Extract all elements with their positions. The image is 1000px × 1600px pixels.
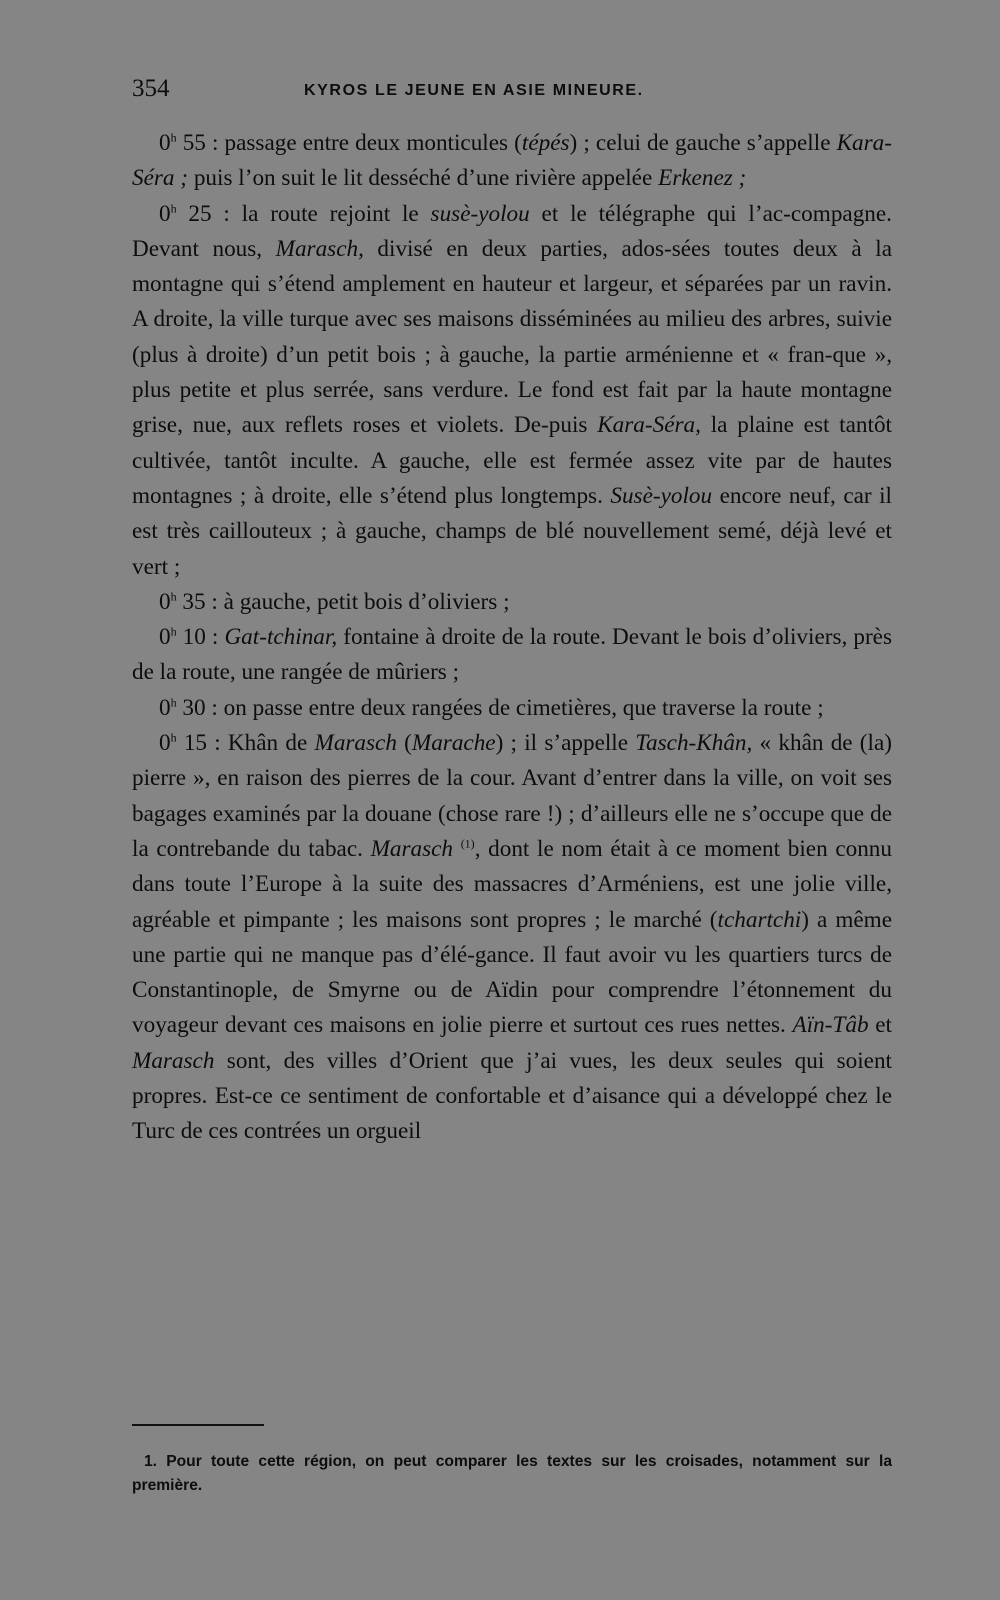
italic-term: Aïn-Tâb [792,1012,869,1039]
text-segment: ) ; celui de gauche s’appelle [569,130,837,156]
footnote: 1. Pour toute cette région, on peut comparer les textes sur les croisades, notamment sur la première. [132,1453,892,1494]
time-number: 0 [159,694,171,721]
italic-term: Kara-Séra ; [132,130,892,192]
page-header [132,74,892,106]
text-segment: ) ; il s’appelle [495,730,636,757]
time-unit: h [170,589,177,604]
time-number: 0 [159,130,171,156]
time-unit: h [170,200,177,215]
paragraph-6 [132,726,892,1150]
footnote-reference[interactable]: (1) [460,836,475,851]
text-segment: 10 : [176,624,225,651]
time-number: 0 [159,730,171,757]
italic-term: Marasch, [275,235,364,262]
italic-term: Marasch [314,730,397,757]
text-segment: 15 : Khân de [176,730,315,757]
paragraph-3 [132,585,892,620]
time-number: 0 [159,588,171,615]
text-segment: puis l’on suit le lit desséché d’une rivière appelée [188,165,659,192]
time-unit: h [170,624,177,639]
text-segment: 30 : on passe entre deux rangées de cimetières, que traverse la route ; [176,694,824,721]
italic-term: tépés [521,130,570,156]
italic-term: Marasch [370,835,454,862]
text-segment: et [868,1012,892,1039]
time-number: 0 [159,624,171,651]
text-segment: 25 : la route rejoint le [176,200,431,227]
time-unit: h [170,730,177,745]
text-segment: fontaine à droite de la route. Devant le bois d’oliviers, près de la route, une rangée de mûriers ; [132,624,892,686]
italic-term: Tasch-Khân, [635,730,753,757]
body-text [132,126,892,1150]
running-head: KYROS LE JEUNE EN ASIE MINEURE. [304,82,644,99]
paragraph-1 [132,126,892,197]
italic-term: tchartchi [717,906,802,933]
italic-term: Gat-tchinar, [224,624,338,651]
italic-term: Marache [411,730,496,757]
paragraph-2 [132,197,892,585]
text-segment: , dont le nom était à ce moment bien connu dans toute l’Europe à la suite des massacres d’Arméniens, est une jolie ville, agréable et pimpante ; les maisons sont propres ; le marché ( [132,835,892,933]
text-segment: ) a même une partie qui ne manque pas d’élé-gance. Il faut avoir vu les quartiers turcs de Constantinople, de Smyrne ou de Aïdin pour comprendre l’étonnement du voyageur devant ces maisons en jolie pierre et surtout ces rues nettes. [132,906,893,1039]
italic-term: Kara-Séra, [597,412,701,439]
italic-term: Susè-yolou [610,482,713,509]
time-unit: h [170,130,177,145]
text-segment: ( [396,730,412,757]
time-unit: h [170,695,177,710]
italic-term: Erkenez ; [658,165,747,192]
text-segment: encore neuf, car il est très caillouteux ; à gauche, champs de blé nouvellement semé, déjà levé et vert ; [132,482,892,580]
text-segment: la plaine est tantôt cultivée, tantôt inculte. A gauche, elle est fermée assez vite par de hautes montagnes ; à droite, elle s’étend plus longtemps. [132,412,892,509]
time-number: 0 [159,200,171,227]
page-number: 354 [132,75,170,102]
text-segment: et le télégraphe qui l’ac-compagne. Devant nous, [132,200,892,262]
text-segment: « khân de (la) pierre », en raison des pierres de la cour. Avant d’entrer dans la ville, on voit ses bagages examinés par la douane (chose rare !) ; d’ailleurs elle ne s’occupe que de la contrebande du tabac. [132,730,892,862]
italic-term: susè-yolou [430,200,530,227]
italic-term: Marasch [132,1047,215,1074]
text-segment: 55 : passage entre deux monticules ( [176,130,522,156]
footnote-rule [132,1424,264,1426]
text-segment: sont, des villes d’Orient que j’ai vues, les deux seules qui soient propres. Est-ce ce sentiment de confortable et d’aisance qui a développé chez le Turc de ces contrées un orgueil [132,1047,892,1145]
paragraph-5 [132,691,892,726]
text-segment: 35 : à gauche, petit bois d’oliviers ; [176,588,510,615]
paragraph-4 [132,620,892,691]
text-segment: divisé en deux parties, ados-sées toutes deux à la montagne qui s’étend amplement en hauteur et largeur, et séparées par un ravin. A droite, la ville turque avec ses maisons disséminées au milieu des arbres, suivie (plus à droite) d’un petit bois ; à gauche, la partie arménienne et « fran-que », plus petite et plus serrée, sans verdure. Le fond est fait par la haute montagne grise, nue, aux reflets roses et violets. De-puis [132,235,892,439]
